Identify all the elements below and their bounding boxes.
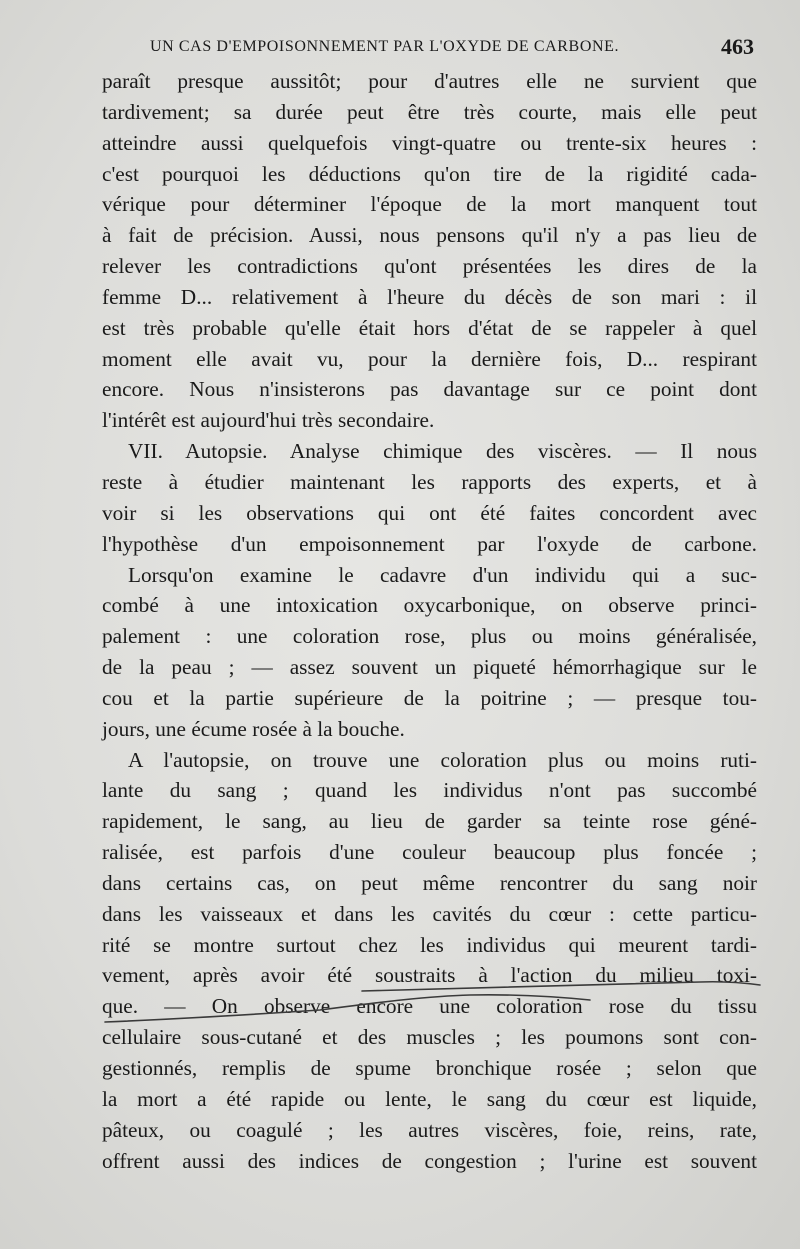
text-line: reste à étudier maintenant les rapports des experts, et à — [102, 469, 757, 494]
text-line: femme D... relativement à l'heure du décès de son mari : il — [102, 284, 757, 309]
text-line: à fait de précision. Aussi, nous pensons qu'il n'y a pas lieu de — [102, 223, 757, 248]
text-line: moment elle avait vu, pour la dernière fois, D... respirant — [102, 346, 757, 371]
text-line: VII. Autopsie. Analyse chimique des viscères. — Il nous — [128, 439, 757, 464]
text-line: ralisée, est parfois d'une couleur beaucoup plus foncée ; — [102, 840, 757, 865]
text-line: la mort a été rapide ou lente, le sang du cœur est liquide, — [102, 1086, 757, 1111]
text-line: lante du sang ; quand les individus n'ont pas succombé — [102, 778, 757, 803]
text-line: dans certains cas, on peut même rencontrer du sang noir — [102, 870, 757, 895]
text-line: vérique pour déterminer l'époque de la mort manquent tout — [102, 192, 757, 217]
text-line: encore. Nous n'insisterons pas davantage sur ce point dont — [102, 377, 757, 402]
text-line: Lorsqu'on examine le cadavre d'un individu qui a suc- — [128, 562, 757, 587]
text-line: l'intérêt est aujourd'hui très secondaire. — [102, 408, 435, 433]
text-line: relever les contradictions qu'ont présentées les dires de la — [102, 254, 757, 279]
text-line: atteindre aussi quelquefois vingt-quatre ou trente-six heures : — [102, 130, 757, 155]
text-line: est très probable qu'elle était hors d'état de se rappeler à quel — [102, 315, 757, 340]
text-line: que. — On observe encore une coloration rose du tissu — [102, 994, 757, 1019]
text-line: voir si les observations qui ont été faites concordent avec — [102, 500, 757, 525]
running-title: UN CAS D'EMPOISONNEMENT PAR L'OXYDE DE CARBONE. — [150, 38, 620, 55]
text-line: rapidement, le sang, au lieu de garder sa teinte rose géné- — [102, 809, 757, 834]
text-line: de la peau ; — assez souvent un piqueté hémorrhagique sur le — [102, 655, 757, 680]
text-line: l'hypothèse d'un empoisonnement par l'oxyde de carbone. — [102, 531, 757, 556]
text-line: cou et la partie supérieure de la poitrine ; — presque tou- — [102, 685, 757, 710]
text-line: combé à une intoxication oxycarbonique, on observe princi- — [102, 593, 757, 618]
text-line: A l'autopsie, on trouve une coloration plus ou moins ruti- — [128, 747, 757, 772]
text-line: tardivement; sa durée peut être très courte, mais elle peut — [102, 99, 757, 124]
text-line: dans les vaisseaux et dans les cavités du cœur : cette particu- — [102, 901, 757, 926]
text-line: rité se montre surtout chez les individus qui meurent tardi- — [102, 932, 757, 957]
text-line: offrent aussi des indices de congestion ; l'urine est souvent — [102, 1148, 757, 1173]
body-text — [102, 66, 757, 1176]
text-line: gestionnés, remplis de spume bronchique rosée ; selon que — [102, 1056, 757, 1080]
page-number: 463 — [721, 34, 754, 59]
page-header — [150, 34, 760, 60]
text-line: jours, une écume rosée à la bouche. — [102, 716, 405, 741]
text-line: paraît presque aussitôt; pour d'autres elle ne survient que — [102, 69, 757, 93]
text-line: c'est pourquoi les déductions qu'on tire de la rigidité cada- — [102, 161, 757, 186]
text-line: vement, après avoir été soustraits à l'action du milieu toxi- — [102, 963, 757, 988]
text-line: pâteux, ou coagulé ; les autres viscères, foie, reins, rate, — [102, 1117, 757, 1142]
text-line: palement : une coloration rose, plus ou moins généralisée, — [102, 624, 757, 649]
text-line: cellulaire sous-cutané et des muscles ; les poumons sont con- — [102, 1025, 757, 1050]
